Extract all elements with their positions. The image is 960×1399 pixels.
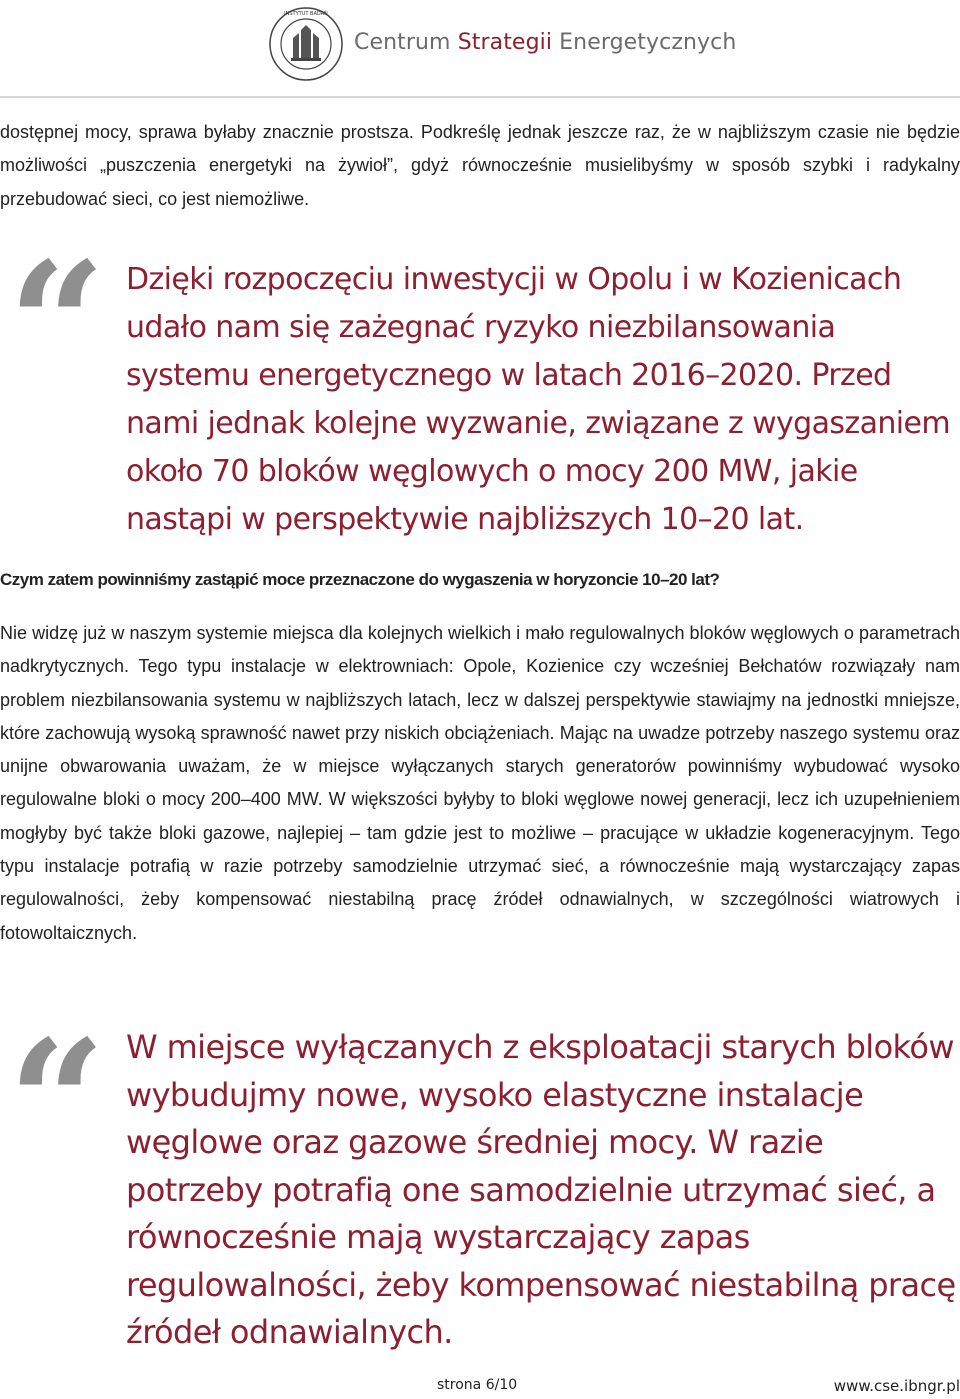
body-paragraph-2: Nie widzę już w naszym systemie miejsca dla kolejnych wielkich i mało regulowalnych bloków węglowych o parametrach nadkrytycznych. Tego typu instalacje w elektrowniach: Opole, Kozienice czy wcześniej Bełchatów rozwiązały nam problem niezbilansowania systemu w najbliższych latach, lecz w dalszej perspektywie stawiajmy na jednostki mniejsze, które zachowują wysoką sprawność nawet przy niskich obciążeniach. Mając na uwadze potrzeby naszego systemu oraz unijne obwarowania uważam, że w miejsce wyłączanych starych generatorów powinniśmy wybudować wysoko regulowalne bloki o mocy 200–400 MW. W większości byłyby to bloki węglowe nowej generacji, lecz ich uzupełnieniem mogłyby być także bloki gazowe, najlepiej – tam gdzie jest to możliwe – pracujące w układzie kogeneracyjnym. Tego typu instalacje potrafią w razie potrzeby samodzielnie utrzymać sieć, a równocześnie mają wystarczający zapas regulowalności, żeby kompensować niestabilną pracę źródeł odnawialnych, w szczególności wiatrowych i fotowoltaicznych. [0, 623, 960, 943]
brand-name-part3: Energetycznych [559, 30, 737, 55]
brand-name-part1: Centrum [354, 30, 458, 55]
body-paragraph-1: dostępnej mocy, sprawa byłaby znacznie prostsza. Podkreślę jednak jeszcze raz, że w najbliższym czasie nie będzie możliwości „puszczenia energetyki na żywioł”, gdyż równocześnie musielibyśmy w sposób szybki i radykalny przebudować sieci, co jest niemożliwe. [0, 122, 960, 209]
brand-name [354, 30, 736, 55]
page-number: strona 6/10 [437, 1377, 518, 1393]
brand-name-part2: Strategii [457, 30, 560, 55]
quote-mark-icon: “ [8, 1003, 106, 1203]
page-header [0, 0, 960, 100]
website-link[interactable]: www.cse.ibngr.pl [833, 1377, 960, 1395]
pull-quote-1: Dzięki rozpoczęciu inwestycji w Opolu i w Kozienicach udało nam się zażegnać ryzyko niezbilansowania systemu energetycznego w latach 2016–2020. Przed nami jednak kolejne wyzwanie, związane z wygaszaniem około 70 bloków węglowych o mocy 200 MW, jakie nastąpi w perspektywie najbliższych 10–20 lat. [126, 262, 950, 537]
pull-quote-2: W miejsce wyłączanych z eksploatacji starych bloków wybudujmy nowe, wysoko elastyczne instalacje węglowe oraz gazowe średniej mocy. W razie potrzeby potrafią one samodzielnie utrzymać sieć, a równocześnie mają wystarczający zapas regulowalności, żeby kompensować niestabilną pracę źródeł odnawialnych. [126, 1028, 956, 1351]
section-question-heading: Czym zatem powinniśmy zastąpić moce przeznaczone do wygaszenia w horyzoncie 10–20 lat? [0, 570, 720, 589]
header-divider [0, 96, 960, 98]
svg-text:INSTYTUT BADAŃ: INSTYTUT BADAŃ [284, 11, 328, 17]
institute-seal-logo [268, 6, 344, 82]
quote-mark-icon: “ [8, 225, 106, 425]
